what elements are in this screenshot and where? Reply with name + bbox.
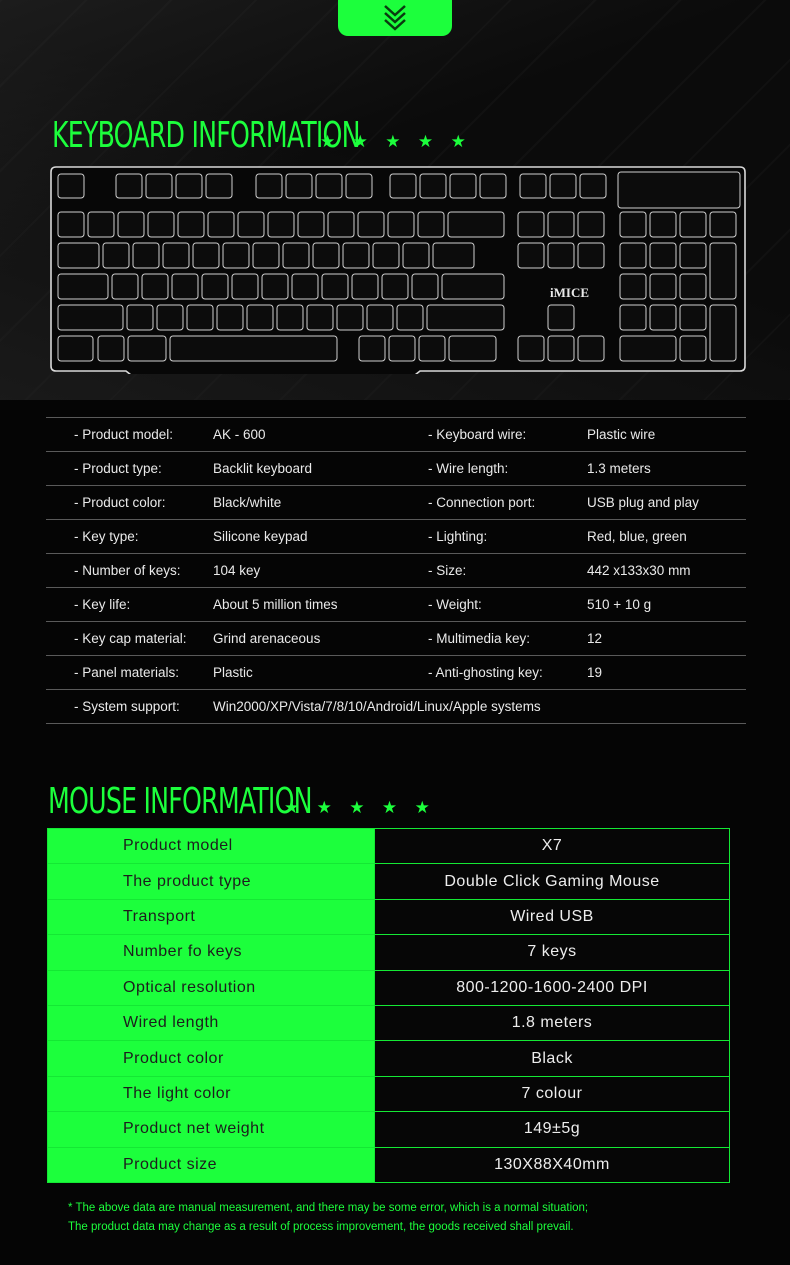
keyboard-key bbox=[680, 336, 706, 361]
keyboard-key bbox=[550, 174, 576, 198]
keyboard-key bbox=[176, 174, 202, 198]
keyboard-key bbox=[442, 274, 504, 299]
spec-value: Grind arenaceous bbox=[213, 631, 321, 646]
keyboard-key bbox=[580, 174, 606, 198]
keyboard-key bbox=[157, 305, 183, 330]
keyboard-key bbox=[449, 336, 496, 361]
keyboard-key bbox=[307, 305, 333, 330]
keyboard-key bbox=[367, 305, 393, 330]
spec-value: 442 x133x30 mm bbox=[587, 563, 691, 578]
spec-row bbox=[46, 622, 746, 656]
mouse-spec-label: Transport bbox=[48, 899, 375, 934]
mouse-spec-value: 1.8 meters bbox=[375, 1005, 730, 1040]
keyboard-key bbox=[620, 336, 676, 361]
keyboard-key bbox=[172, 274, 198, 299]
keyboard-key bbox=[680, 212, 706, 237]
spec-row bbox=[46, 690, 746, 724]
mouse-spec-label: Product color bbox=[48, 1041, 375, 1076]
spec-value: Silicone keypad bbox=[213, 529, 308, 544]
keyboard-key bbox=[403, 243, 429, 268]
spec-value: AK - 600 bbox=[213, 427, 266, 442]
table-row bbox=[48, 1112, 730, 1147]
keyboard-key bbox=[88, 212, 114, 237]
keyboard-key bbox=[328, 212, 354, 237]
keyboard-key bbox=[518, 243, 544, 268]
keyboard-key bbox=[418, 212, 444, 237]
keyboard-key bbox=[548, 305, 574, 330]
keyboard-key bbox=[373, 243, 399, 268]
table-row bbox=[48, 864, 730, 899]
keyboard-key bbox=[480, 174, 506, 198]
keyboard-key bbox=[163, 243, 189, 268]
mouse-spec-label: Wired length bbox=[48, 1005, 375, 1040]
keyboard-key bbox=[427, 305, 504, 330]
keyboard-key bbox=[389, 336, 415, 361]
keyboard-key bbox=[58, 243, 99, 268]
mouse-spec-label: Product model bbox=[48, 829, 375, 864]
spec-row bbox=[46, 418, 746, 452]
spec-label: - Product color: bbox=[74, 495, 166, 510]
keyboard-key bbox=[650, 305, 676, 330]
spec-label: - Key type: bbox=[74, 529, 139, 544]
spec-row bbox=[46, 588, 746, 622]
spec-value: USB plug and play bbox=[587, 495, 699, 510]
keyboard-key bbox=[710, 212, 736, 237]
keyboard-key bbox=[680, 274, 706, 299]
disclaimer-line: * The above data are manual measurement, and there may be some error, which is a normal situation; bbox=[68, 1202, 589, 1214]
keyboard-key bbox=[548, 336, 574, 361]
mouse-section-title: MOUSE INFORMATION bbox=[48, 781, 312, 822]
spec-value: 104 key bbox=[213, 563, 261, 578]
keyboard-key bbox=[277, 305, 303, 330]
keyboard-key bbox=[548, 212, 574, 237]
keyboard-key bbox=[448, 212, 504, 237]
spec-row bbox=[46, 520, 746, 554]
keyboard-key bbox=[419, 336, 445, 361]
keyboard-key bbox=[620, 212, 646, 237]
keyboard-key bbox=[578, 243, 604, 268]
keyboard-key bbox=[518, 336, 544, 361]
spec-value: About 5 million times bbox=[213, 597, 338, 612]
keyboard-key bbox=[450, 174, 476, 198]
keyboard-key bbox=[618, 172, 740, 208]
table-row bbox=[48, 1147, 730, 1182]
spec-value: Plastic bbox=[213, 665, 253, 680]
keyboard-key bbox=[253, 243, 279, 268]
keyboard-key bbox=[256, 174, 282, 198]
keyboard-key bbox=[412, 274, 438, 299]
keyboard-key bbox=[680, 305, 706, 330]
table-row bbox=[48, 1041, 730, 1076]
keyboard-key bbox=[58, 174, 84, 198]
keyboard-key bbox=[232, 274, 258, 299]
keyboard-key bbox=[388, 212, 414, 237]
keyboard-key bbox=[268, 212, 294, 237]
rating-stars: ★ ★ ★ ★ ★ bbox=[284, 798, 436, 818]
mouse-spec-value: 800-1200-1600-2400 DPI bbox=[375, 970, 730, 1005]
keyboard-key bbox=[292, 274, 318, 299]
spec-label: - Connection port: bbox=[428, 495, 536, 510]
spec-value: Plastic wire bbox=[587, 427, 656, 442]
keyboard-key bbox=[128, 336, 166, 361]
keyboard-key bbox=[650, 212, 676, 237]
spec-row bbox=[46, 656, 746, 690]
keyboard-illustration bbox=[50, 166, 746, 374]
spec-value: Black/white bbox=[213, 495, 282, 510]
keyboard-key bbox=[217, 305, 243, 330]
spec-label: - Number of keys: bbox=[74, 563, 181, 578]
mouse-spec-value: 149±5g bbox=[375, 1112, 730, 1147]
keyboard-key bbox=[620, 243, 646, 268]
keyboard-key bbox=[262, 274, 288, 299]
table-row bbox=[48, 899, 730, 934]
keyboard-key bbox=[390, 174, 416, 198]
keyboard-key bbox=[420, 174, 446, 198]
keyboard-key bbox=[578, 336, 604, 361]
keyboard-key bbox=[238, 212, 264, 237]
table-row bbox=[48, 970, 730, 1005]
mouse-spec-label: The light color bbox=[48, 1076, 375, 1111]
spec-label: - Weight: bbox=[428, 597, 482, 612]
keyboard-key bbox=[313, 243, 339, 268]
keyboard-key bbox=[578, 212, 604, 237]
keyboard-spec-table bbox=[46, 417, 746, 724]
mouse-spec-label: Product net weight bbox=[48, 1112, 375, 1147]
keyboard-key bbox=[433, 243, 474, 268]
mouse-spec-value: 7 keys bbox=[375, 935, 730, 970]
keyboard-key bbox=[146, 174, 172, 198]
spec-label: - Product type: bbox=[74, 461, 162, 476]
spec-label: - Anti-ghosting key: bbox=[428, 665, 543, 680]
keyboard-key bbox=[620, 305, 646, 330]
table-row bbox=[48, 1076, 730, 1111]
spec-label: - Keyboard wire: bbox=[428, 427, 527, 442]
keyboard-key bbox=[223, 243, 249, 268]
table-row bbox=[48, 829, 730, 864]
mouse-section-heading bbox=[48, 780, 448, 820]
keyboard-key bbox=[298, 212, 324, 237]
disclaimer-line: The product data may change as a result of process improvement, the goods received shall prevail. bbox=[68, 1221, 574, 1233]
table-row bbox=[48, 1005, 730, 1040]
spec-row bbox=[46, 486, 746, 520]
keyboard-key bbox=[710, 305, 736, 361]
keyboard-key bbox=[98, 336, 124, 361]
keyboard-key bbox=[133, 243, 159, 268]
keyboard-key bbox=[206, 174, 232, 198]
keyboard-key bbox=[316, 174, 342, 198]
keyboard-key bbox=[710, 243, 736, 299]
keyboard-key bbox=[170, 336, 337, 361]
keyboard-section-title: KEYBOARD INFORMATION bbox=[52, 115, 360, 156]
keyboard-key bbox=[397, 305, 423, 330]
keyboard-key bbox=[337, 305, 363, 330]
keyboard-key bbox=[58, 336, 93, 361]
disclaimer-notes bbox=[68, 1199, 588, 1237]
keyboard-key bbox=[142, 274, 168, 299]
keyboard-key bbox=[680, 243, 706, 268]
keyboard-brand-logo: iMICE bbox=[550, 285, 589, 300]
spec-label: - Product model: bbox=[74, 427, 174, 442]
rating-stars: ★ ★ ★ ★ ★ bbox=[320, 132, 472, 152]
mouse-spec-label: Optical resolution bbox=[48, 970, 375, 1005]
keyboard-key bbox=[518, 212, 544, 237]
keyboard-key bbox=[178, 212, 204, 237]
keyboard-key bbox=[187, 305, 213, 330]
spec-row bbox=[46, 554, 746, 588]
keyboard-key bbox=[112, 274, 138, 299]
keyboard-key bbox=[346, 174, 372, 198]
keyboard-key bbox=[322, 274, 348, 299]
mouse-spec-label: Number fo keys bbox=[48, 935, 375, 970]
keyboard-key bbox=[352, 274, 378, 299]
scroll-down-tab[interactable] bbox=[338, 0, 452, 36]
keyboard-key bbox=[202, 274, 228, 299]
mouse-spec-value: Black bbox=[375, 1041, 730, 1076]
keyboard-key bbox=[247, 305, 273, 330]
mouse-spec-table bbox=[47, 828, 730, 1183]
keyboard-key bbox=[118, 212, 144, 237]
keyboard-key bbox=[343, 243, 369, 268]
keyboard-key bbox=[650, 274, 676, 299]
spec-label: - Key cap material: bbox=[74, 631, 187, 646]
spec-label: - Key life: bbox=[74, 597, 131, 612]
spec-label: - Wire length: bbox=[428, 461, 509, 476]
keyboard-key bbox=[548, 243, 574, 268]
keyboard-key bbox=[193, 243, 219, 268]
mouse-spec-value: Wired USB bbox=[375, 899, 730, 934]
keyboard-key bbox=[283, 243, 309, 268]
mouse-spec-value: Double Click Gaming Mouse bbox=[375, 864, 730, 899]
mouse-spec-value: 7 colour bbox=[375, 1076, 730, 1111]
keyboard-key bbox=[286, 174, 312, 198]
spec-label: - Multimedia key: bbox=[428, 631, 531, 646]
spec-value: Win2000/XP/Vista/7/8/10/Android/Linux/Apple systems bbox=[213, 699, 541, 714]
keyboard-key bbox=[148, 212, 174, 237]
spec-value: Red, blue, green bbox=[587, 529, 687, 544]
spec-value: 19 bbox=[587, 665, 603, 680]
spec-label: - Size: bbox=[428, 563, 467, 578]
keyboard-key bbox=[58, 274, 108, 299]
spec-label: - Lighting: bbox=[428, 529, 488, 544]
keyboard-key bbox=[58, 305, 123, 330]
keyboard-key bbox=[650, 243, 676, 268]
keyboard-key bbox=[382, 274, 408, 299]
spec-label: - Panel materials: bbox=[74, 665, 180, 680]
keyboard-key bbox=[208, 212, 234, 237]
spec-value: 12 bbox=[587, 631, 603, 646]
keyboard-key bbox=[103, 243, 129, 268]
spec-value: 510 + 10 g bbox=[587, 597, 652, 612]
mouse-spec-label: The product type bbox=[48, 864, 375, 899]
keyboard-key bbox=[58, 212, 84, 237]
spec-value: Backlit keyboard bbox=[213, 461, 313, 476]
spec-value: 1.3 meters bbox=[587, 461, 651, 476]
triple-chevron-down-icon bbox=[382, 3, 408, 33]
keyboard-key bbox=[127, 305, 153, 330]
keyboard-key bbox=[359, 336, 385, 361]
mouse-spec-value: 130X88X40mm bbox=[375, 1147, 730, 1182]
spec-label: - System support: bbox=[74, 699, 180, 714]
keyboard-key bbox=[620, 274, 646, 299]
mouse-spec-label: Product size bbox=[48, 1147, 375, 1182]
keyboard-key bbox=[358, 212, 384, 237]
mouse-spec-value: X7 bbox=[375, 829, 730, 864]
keyboard-key bbox=[116, 174, 142, 198]
keyboard-section-heading bbox=[52, 114, 472, 156]
spec-row bbox=[46, 452, 746, 486]
table-row bbox=[48, 935, 730, 970]
keyboard-key bbox=[520, 174, 546, 198]
